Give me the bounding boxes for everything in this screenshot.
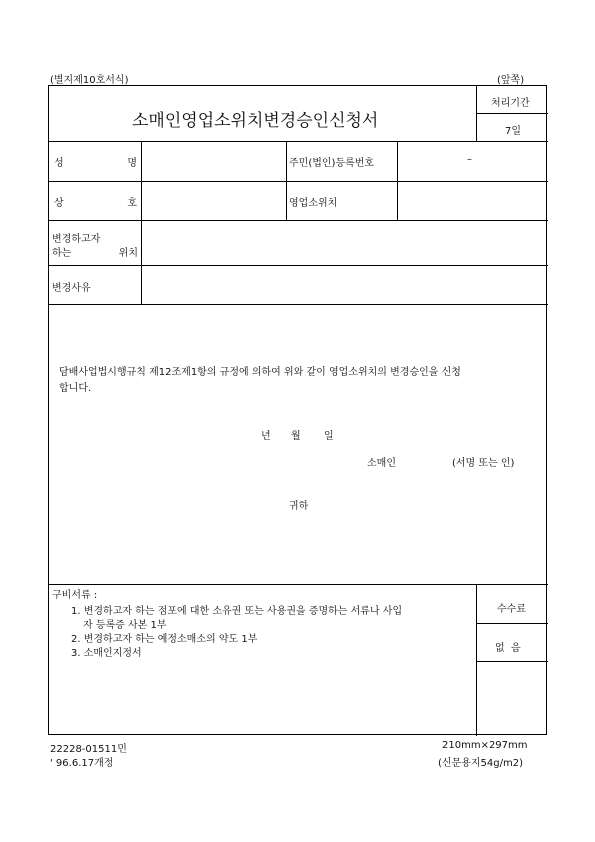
statement-line2: 합니다.: [59, 383, 92, 394]
change-location-label-line2: 하는 위치: [52, 248, 138, 259]
registration-number-label: 주민(법인)등록번호: [289, 158, 375, 169]
trade-name-label: 상 호: [54, 198, 137, 209]
document-item-3: 3. 소매인지정서: [71, 648, 142, 659]
registration-number-separator: –: [467, 154, 472, 165]
paper-type: (신문용지54g/m2): [438, 758, 523, 769]
change-location-label-line1: 변경하고자: [52, 234, 101, 245]
document-item-1-line2: 자 등록증 사본 1부: [83, 620, 167, 631]
recipient-suffix: 귀하: [289, 501, 309, 512]
page-side-label: (앞쪽): [497, 75, 525, 86]
date-month: 월: [291, 431, 301, 442]
document-item-2: 2. 변경하고자 하는 예정소매소의 약도 1부: [71, 634, 258, 645]
form-title: 소매인영업소위치변경승인신청서: [132, 111, 379, 131]
applicant-label: 소매인: [367, 458, 396, 469]
statement-line1: 담배사업법시행규칙 제12조제1항의 규정에 의하여 위와 같이 영업소위치의 변경승인을 신청: [59, 367, 461, 378]
date-day: 일: [324, 431, 334, 442]
processing-period-label: 처리기간: [491, 98, 530, 109]
fee-label: 수수료: [497, 604, 526, 615]
document-item-1-line1: 1. 변경하고자 하는 점포에 대한 소유권 또는 사용권을 증명하는 서류나 사입: [71, 606, 403, 617]
business-location-label: 영업소위치: [289, 198, 338, 209]
date-year: 년: [261, 431, 271, 442]
form-number: (별지제10호서식): [50, 75, 129, 86]
change-reason-label: 변경사유: [52, 283, 91, 294]
name-label: 성 명: [54, 158, 137, 169]
processing-period-value: 7일: [505, 126, 522, 137]
application-form: [48, 85, 547, 735]
required-documents-heading: 구비서류 :: [52, 590, 98, 601]
fee-value: 없 음: [495, 643, 521, 654]
form-code: 22228-01511민: [50, 744, 127, 755]
paper-size: 210mm×297mm: [442, 740, 528, 751]
signature-label: (서명 또는 인): [452, 458, 515, 469]
revision-date: ' 96.6.17개정: [50, 758, 114, 769]
